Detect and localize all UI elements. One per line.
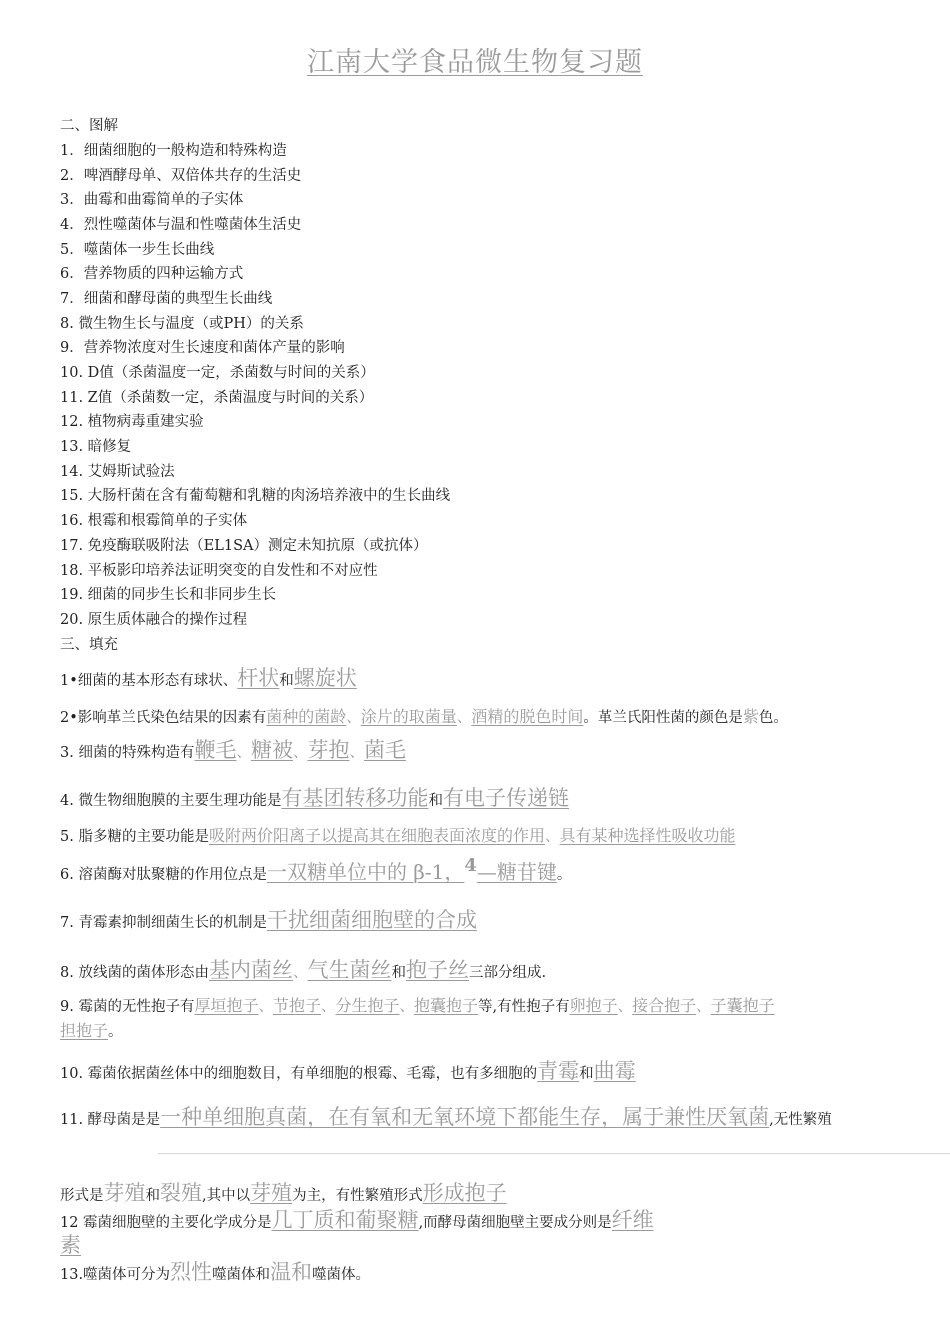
list-item: 13. 暗修复: [60, 439, 132, 455]
list-item: 2．啤酒酵母单、双倍体共存的生活史: [60, 168, 302, 184]
answer-blank: 分生抱子: [335, 996, 400, 1015]
question-text: 1•细菌的基本形态有球状、: [60, 673, 238, 689]
list-item: 5．噬菌体一步生长曲线: [60, 242, 215, 258]
section-heading: 三、填充: [60, 637, 118, 653]
question-text: 形式是: [60, 1188, 104, 1204]
question-text: 13.噬菌体可分为: [60, 1267, 171, 1283]
section-heading: 二、图解: [60, 118, 118, 134]
question-7: [60, 910, 477, 933]
question-text: 3. 细菌的特殊构造有: [60, 745, 195, 761]
separator: 、: [346, 710, 361, 726]
question-11-continued: [60, 1183, 507, 1206]
list-item: 16. 根霉和根霉简单的子实体: [60, 513, 248, 529]
question-text: ,其中以: [202, 1188, 251, 1204]
answer-blank: 具有某种选择性吸收功能: [559, 826, 736, 845]
answer-blank: 有电子传递链: [442, 786, 569, 810]
list-item: 1．细菌细胞的一般构造和特殊构造: [60, 143, 287, 159]
question-text: 9. 霉菌的无性抱子有: [60, 999, 195, 1015]
answer-blank: 酒精的脱色时间: [471, 707, 584, 726]
separator: 、: [320, 999, 336, 1015]
answer-blank: 芽殖: [103, 1181, 146, 1205]
list-item: 12. 植物病毒重建实验: [60, 414, 204, 430]
answer-blank: 裂殖: [160, 1181, 202, 1205]
answer-blank: 涂片的取菌量: [360, 707, 457, 726]
question-text: 2•影响革兰氏染色结果的因素有: [60, 710, 267, 726]
question-text: 色。: [758, 710, 788, 726]
question-text: 和: [428, 793, 443, 809]
separator: 、: [544, 829, 560, 845]
answer-blank: 形成抱子: [422, 1181, 507, 1205]
question-text: 和: [391, 965, 406, 981]
answer-blank: 气生菌丝: [307, 958, 392, 982]
separator: 、: [292, 965, 308, 981]
question-text: 等,有性抱子有: [478, 999, 570, 1015]
answer-blank: 抱囊抱子: [414, 996, 479, 1015]
separator: 、: [399, 999, 414, 1015]
question-text: 5. 脂多糖的主要功能是: [60, 829, 209, 845]
question-12: [60, 1210, 654, 1233]
question-8: [60, 960, 546, 983]
question-text: 。: [556, 867, 572, 883]
answer-blank: 螺旋状: [293, 666, 357, 690]
answer-blank: 节抱子: [272, 996, 321, 1015]
question-text: 12 霉菌细胞壁的主要化学成分是: [60, 1215, 272, 1231]
list-item: 15. 大肠杆菌在含有葡萄糖和乳糖的肉汤培养液中的生长曲线: [60, 488, 451, 504]
question-text: 10. 霉菌依据菌丝体中的细胞数目，有单细胞的根霉、毛霉，也有多细胞的: [60, 1066, 538, 1082]
separator: 、: [258, 999, 273, 1015]
page-title: 江南大学食品微生物复习题: [307, 47, 643, 78]
answer-blank: 纤维: [611, 1208, 654, 1232]
answer-blank: 芽殖: [250, 1181, 293, 1205]
answer-blank: 厚垣抱子: [194, 996, 259, 1015]
question-text: 6. 溶菌酶对肽聚糖的作用位点是: [60, 867, 267, 883]
answer-blank: 基内菌丝: [208, 958, 293, 982]
answer-blank: 温和: [270, 1260, 313, 1284]
list-item: 14. 艾姆斯试验法: [60, 464, 175, 480]
answer-blank: 有基团转移功能: [281, 786, 429, 810]
question-13: [60, 1262, 370, 1285]
question-text: 。: [108, 1024, 123, 1040]
answer-blank: 一种单细胞真菌，在有氧和无氧环境下都能生存，属于兼性厌氧菌: [160, 1105, 770, 1129]
question-text: 8. 放线菌的菌体形态由: [60, 965, 209, 981]
answer-blank: 素: [60, 1233, 81, 1257]
list-item: 7．细菌和酵母菌的典型生长曲线: [60, 291, 273, 307]
answer-blank: 青霉: [537, 1059, 580, 1083]
question-text: 和: [279, 673, 294, 689]
page-divider: [158, 1153, 950, 1154]
superscript-number: 4: [464, 855, 477, 876]
answer-blank: —糖苷键: [476, 860, 557, 884]
list-item: 11. Z值（杀菌数一定，杀菌温度与时间的关系）: [60, 390, 374, 406]
question-text: 噬菌体和: [212, 1267, 271, 1283]
list-item: 8. 微生物生长与温度（或PH）的关系: [60, 316, 304, 332]
separator: 、: [617, 999, 633, 1015]
answer-blank: 一双糖单位中的 β-1，: [266, 860, 465, 884]
answer-blank: 曲霉: [593, 1059, 636, 1083]
answer-blank: 接合抱子: [632, 996, 697, 1015]
answer-blank: 卵抱子: [569, 996, 618, 1015]
answer-blank: 几丁质和葡聚糖: [271, 1208, 419, 1232]
answer-blank: 干扰细菌细胞壁的合成: [266, 908, 477, 932]
list-item: 20. 原生质体融合的操作过程: [60, 612, 248, 628]
separator: 、: [292, 745, 308, 761]
question-4: [60, 788, 569, 811]
question-text: 11. 酵母菌是是: [60, 1112, 161, 1128]
answer-blank: 糖被: [250, 738, 293, 762]
separator: 、: [456, 710, 472, 726]
question-6: [60, 855, 572, 885]
answer-blank: 芽抱: [307, 738, 350, 762]
separator: 、: [236, 745, 251, 761]
answer-blank: 菌种的菌龄: [266, 707, 347, 726]
question-1: [60, 668, 357, 691]
list-item: 10. D值（杀菌温度一定，杀菌数与时间的关系）: [60, 365, 375, 381]
list-item: 3．曲霉和曲霉简单的子实体: [60, 192, 244, 208]
question-text: 三部分组成.: [468, 965, 547, 981]
answer-blank: 杆状: [237, 666, 280, 690]
list-item: 18. 平板影印培养法证明突变的自发性和不对应性: [60, 563, 378, 579]
list-item: 6．营养物质的四种运输方式: [60, 266, 244, 282]
question-text: 。革兰氏阳性菌的颜色是: [583, 710, 743, 726]
answer-blank: 担抱子: [60, 1021, 109, 1040]
question-10: [60, 1061, 636, 1084]
question-text: ,而酵母菌细胞壁主要成分则是: [418, 1215, 612, 1231]
question-2: [60, 707, 788, 728]
question-12-continued: [60, 1235, 81, 1258]
answer-blank: 抱子丝: [405, 958, 469, 982]
separator: 、: [349, 745, 364, 761]
answer-blank: 菌毛: [363, 738, 406, 762]
list-item: 4．烈性噬菌体与温和性噬菌体生活史: [60, 217, 302, 233]
answer-blank: 紫: [742, 707, 759, 726]
question-9: [60, 996, 775, 1017]
answer-blank: 吸附两价阳离子以提高其在细胞表面浓度的作用: [208, 826, 545, 845]
question-text: 噬菌体。: [312, 1267, 371, 1283]
list-item: 19. 细菌的同步生长和非同步生长: [60, 587, 277, 603]
question-9-continued: [60, 1021, 123, 1042]
list-item: 17. 免疫酶联吸附法（EL1SA）测定未知抗原（或抗体）: [60, 538, 428, 554]
question-3: [60, 740, 406, 763]
question-text: 和: [579, 1066, 594, 1082]
question-11: [60, 1107, 832, 1130]
answer-blank: 鞭毛: [194, 738, 237, 762]
question-text: ,无性繁殖: [769, 1112, 832, 1128]
question-text: 4. 微生物细胞膜的主要生理功能是: [60, 793, 282, 809]
list-item: 9．营养物浓度对生长速度和菌体产量的影响: [60, 340, 345, 356]
question-text: 7. 青霉素抑制细菌生长的机制是: [60, 915, 267, 931]
separator: 、: [696, 999, 711, 1015]
question-text: 和: [145, 1188, 160, 1204]
answer-blank: 子囊抱子: [710, 996, 775, 1015]
answer-blank: 烈性: [170, 1260, 213, 1284]
question-5: [60, 826, 735, 847]
question-text: 为主，有性繁殖形式: [292, 1188, 423, 1204]
